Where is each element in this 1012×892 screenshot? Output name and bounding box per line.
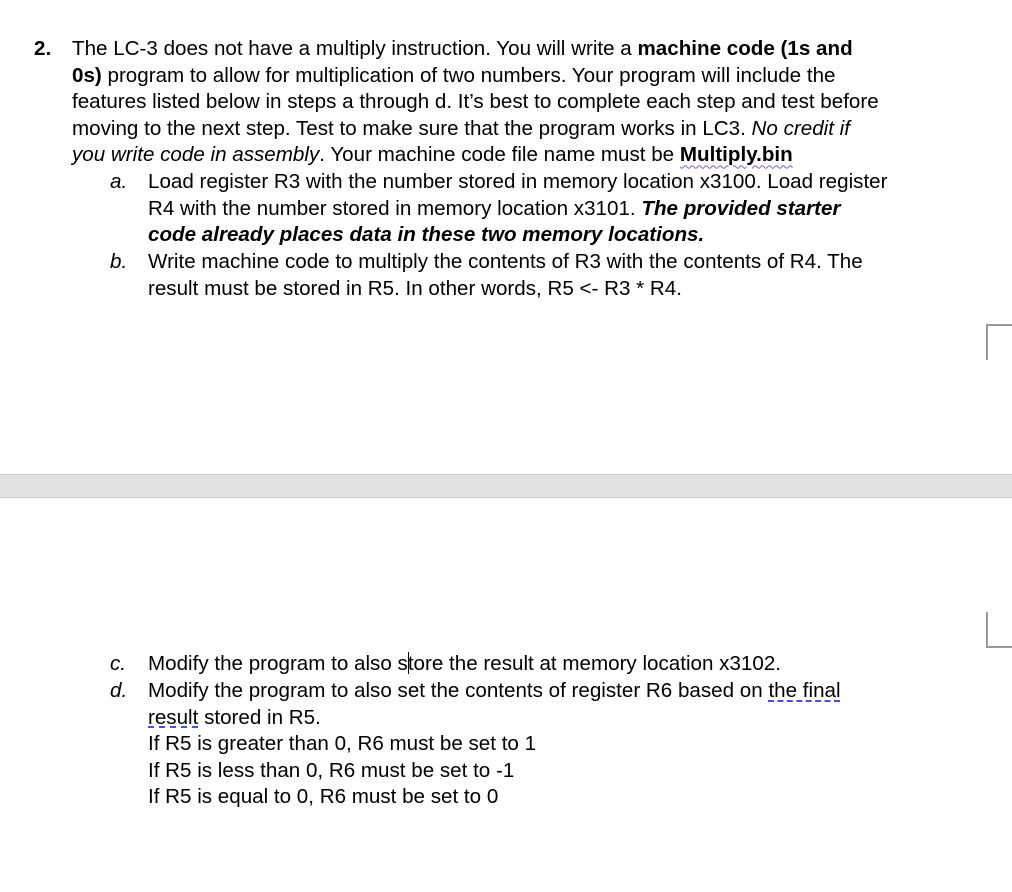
- item-d-letter: d.: [110, 679, 128, 702]
- item-a-body[interactable]: [148, 169, 887, 249]
- question-line-4: [72, 116, 879, 143]
- page-corner-mark-bottom: [986, 612, 1012, 648]
- assembly-note: you write code in assembly: [72, 143, 320, 167]
- item-d-line-2-text: stored in R5.: [198, 705, 321, 729]
- grammar-flag-final[interactable]: the final: [768, 679, 841, 702]
- question-line-4-text: moving to the next step. Test to make sure that the program works in LC3.: [72, 116, 752, 140]
- item-b-line-1: Write machine code to multiply the contents of R3 with the contents of R4. The: [148, 250, 863, 273]
- question-line-2: [72, 63, 879, 90]
- zeros-emphasis: 0s): [72, 63, 102, 87]
- question-number: 2.: [34, 37, 52, 60]
- r6-rule-positive: If R5 is greater than 0, R6 must be set to 1: [148, 732, 537, 756]
- starter-code-note: The provided starter: [641, 196, 841, 220]
- item-c-line: [148, 651, 781, 678]
- machine-code-emphasis: machine code (1s and: [637, 37, 853, 60]
- r6-rule-negative: If R5 is less than 0, R6 must be set to -1: [148, 758, 515, 782]
- question-body[interactable]: [72, 36, 879, 169]
- item-d-line-1-text: Modify the program to also set the contents of register R6 based on: [148, 679, 769, 702]
- item-b-line-2: result must be stored in R5. In other words, R5 <- R3 * R4.: [148, 276, 682, 300]
- item-a-line-2: [148, 196, 887, 223]
- item-d-line-1: [148, 678, 841, 705]
- item-c-body[interactable]: [148, 651, 781, 678]
- item-a-line-1: Load register R3 with the number stored in memory location x3100. Load register: [148, 170, 888, 193]
- question-line-1-text: The LC-3 does not have a multiply instruction. You will write a: [72, 37, 638, 60]
- item-b-letter: b.: [110, 250, 128, 273]
- item-c-text-before-cursor: Modify the program to also s: [148, 652, 408, 675]
- item-a-line-2-text: R4 with the number stored in memory location x3101.: [148, 196, 642, 220]
- grammar-flag-result[interactable]: result: [148, 705, 199, 729]
- question-line-1: [72, 36, 879, 63]
- question-line-5-text: . Your machine code file name must be: [319, 143, 680, 167]
- item-d-body[interactable]: [148, 678, 841, 811]
- filename-spellcheck-flag[interactable]: Multiply.bin: [679, 143, 793, 167]
- item-d-line-2: [148, 705, 841, 732]
- no-credit-note: No credit if: [751, 116, 850, 140]
- r6-rule-zero: If R5 is equal to 0, R6 must be set to 0: [148, 785, 499, 809]
- page-corner-mark-top: [986, 324, 1012, 360]
- item-b-body[interactable]: [148, 249, 863, 302]
- page-break-gap: [0, 474, 1012, 498]
- item-c-text-after-cursor: tore the result at memory location x3102.: [407, 652, 781, 675]
- question-line-5: [72, 142, 879, 169]
- item-a-letter: a.: [110, 170, 128, 193]
- question-line-2-text: program to allow for multiplication of two numbers. Your program will include the: [101, 63, 836, 87]
- item-a-line-3: code already places data in these two memory locations.: [148, 223, 705, 247]
- question-line-3: features listed below in steps a through d. It’s best to complete each step and test before: [72, 90, 879, 114]
- item-c-letter: c.: [110, 652, 127, 675]
